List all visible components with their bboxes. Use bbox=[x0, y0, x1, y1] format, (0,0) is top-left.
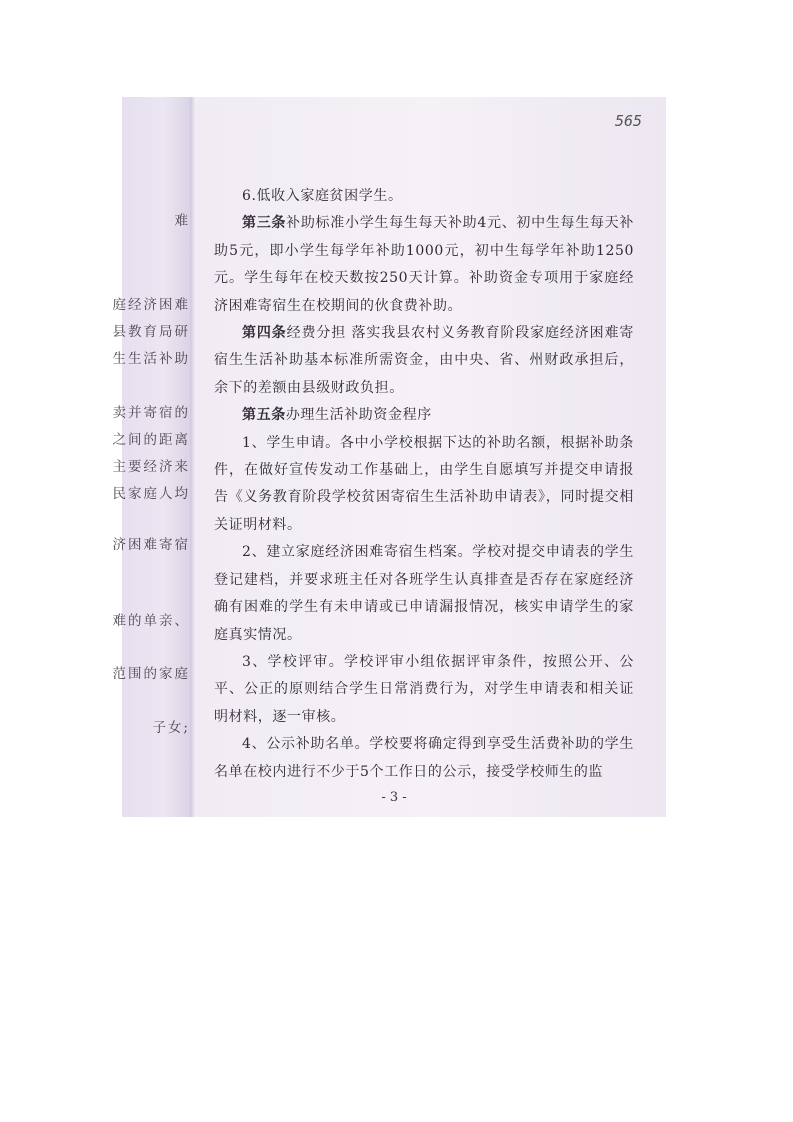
left-page-text-line: 主要经济来 bbox=[112, 459, 190, 475]
left-page-text-line: 民家庭人均 bbox=[112, 486, 190, 502]
paragraph-text: 经费分担 落实我县农村义务教育阶段家庭经济困难寄宿生生活补助基本标准所需资金，由中央、省、州财政承担后，余下的差额由县级财政负担。 bbox=[214, 325, 634, 396]
article-5 bbox=[214, 402, 634, 429]
left-page-text-line: 难的单亲、 bbox=[112, 613, 190, 629]
left-page-text-line: 生生活补助 bbox=[112, 351, 190, 367]
step-2 bbox=[214, 539, 634, 649]
article-heading: 第五条 bbox=[242, 407, 286, 424]
left-page-text-line: 之间的距离 bbox=[112, 432, 190, 448]
left-page-text-line: 范围的家庭 bbox=[112, 666, 190, 682]
left-page-text-line: 县教育局研 bbox=[112, 324, 190, 340]
paragraph-text: 补助标准小学生每生每天补助4元、初中生每生每天补助5元，即小学生每学年补助1000元，初中生每学年补助1250元。学生每年在校天数按250天计算。补助资金专项用于家庭经济困难寄宿生在校期间的伙食费补助。 bbox=[214, 215, 634, 314]
step-4 bbox=[214, 731, 634, 786]
list-item-6 bbox=[214, 183, 634, 210]
left-page-text-line: 子女; bbox=[152, 720, 190, 736]
paragraph-text: 6.低收入家庭贫困学生。 bbox=[242, 188, 403, 204]
left-page-text-line: 难 bbox=[174, 213, 190, 229]
step-3 bbox=[214, 649, 634, 731]
paragraph-text: 1、学生申请。各中小学校根据下达的补助名额，根据补助条件，在做好宣传发动工作基础上，由学生自愿填写并提交申请报告《义务教育阶段学校贫困寄宿生生活补助申请表》，同时提交相关证明材料。 bbox=[214, 434, 634, 533]
handwritten-note: 565 bbox=[615, 112, 643, 130]
article-3 bbox=[214, 210, 634, 320]
paragraph-text: 4、公示补助名单。学校要将确定得到享受生活费补助的学生名单在校内进行不少于5个工作日的公示，接受学校师生的监 bbox=[214, 736, 634, 780]
article-4 bbox=[214, 320, 634, 402]
paragraph-text: 2、建立家庭经济困难寄宿生档案。学校对提交申请表的学生登记建档，并要求班主任对各班学生认真排查是否存在家庭经济确有困难的学生有未申请或已申请漏报情况，核实申请学生的家庭真实情况。 bbox=[214, 544, 634, 643]
page-number: - 3 - bbox=[381, 790, 407, 805]
article-heading: 第四条 bbox=[242, 325, 287, 342]
paragraph-text: 办理生活补助资金程序 bbox=[285, 407, 432, 424]
step-1 bbox=[214, 430, 634, 540]
left-page-text-line: 卖并寄宿的 bbox=[112, 405, 190, 421]
scanned-document bbox=[112, 97, 666, 817]
left-page-text-line: 庭经济困难 bbox=[112, 297, 190, 313]
article-heading: 第三条 bbox=[242, 215, 287, 232]
document-body bbox=[214, 183, 634, 786]
left-page-strip bbox=[112, 97, 192, 817]
left-page-text-line: 济困难寄宿 bbox=[112, 537, 190, 553]
paragraph-text: 3、学校评审。学校评审小组依据评审条件，按照公开、公平、公正的原则结合学生日常消费行为，对学生申请表和相关证明材料，逐一审核。 bbox=[214, 653, 634, 725]
